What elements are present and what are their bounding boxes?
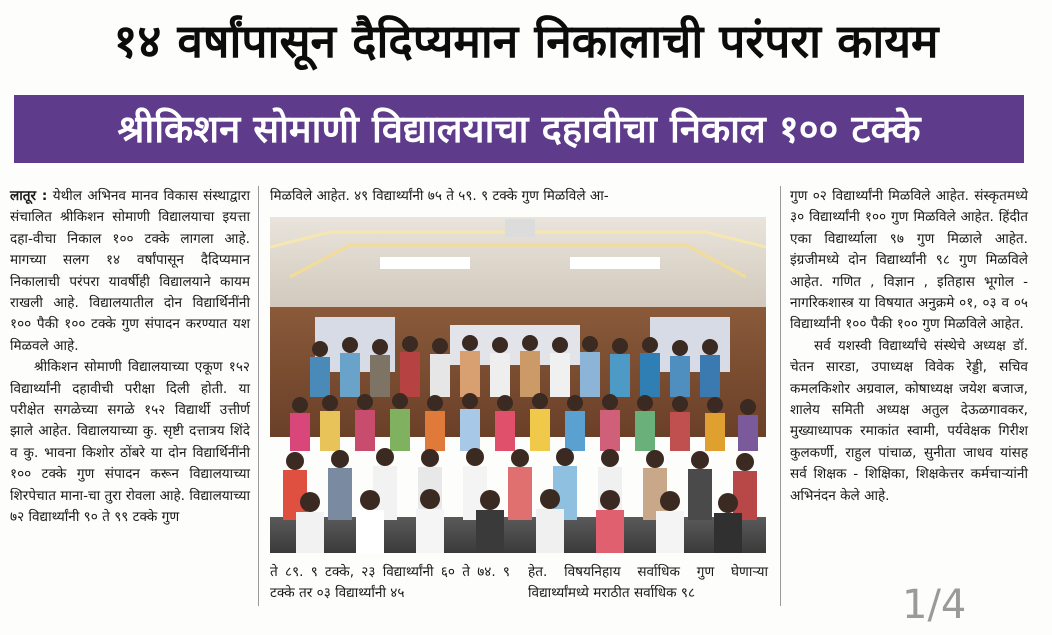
paragraph [10,357,250,528]
sub-headline-banner: श्रीकिशन सोमाणी विद्यालयाचा दहावीचा निकाल १०० टक्के [14,95,1024,163]
paragraph-text: गुण ०२ विद्यार्थ्यांनी मिळविले आहेत. संस्कृतमध्ये ३० विद्यार्थ्यांनी १०० गुण मिळविले आहेत. हिंदीत एका विद्यार्थ्याला ९७ गुण मिळाले आहेत. इंग्रजीमध्ये दोन विद्यार्थ्यांनी ९८ गुण मिळविले आहेत. गणित , विज्ञान , इतिहास भूगोल - नागरिकशास्त्र या विषयात अनुक्रमे ०१, ०३ व ०५ विद्यार्थ्यांनी १०० पैकी १०० गुण मिळविले आहेत. [790,188,1028,333]
page-indicator: 1/4 [902,582,967,628]
dateline: लातूर : [10,188,48,204]
paragraph-text: हेत. विषयनिहाय सर्वाधिक गुण घेणाऱ्या विद्यार्थ्यांमध्ये मराठीत सर्वाधिक ९८ [528,564,768,602]
column-divider [780,186,781,606]
article-column-2-top: मिळविले आहेत. ४९ विद्यार्थ्यांनी ७५ ते ५९. ९ टक्के गुण मिळविले आ- [270,188,609,204]
article-column-1 [10,186,250,529]
headline: १४ वर्षांपासून दैदिप्यमान निकालाची परंपरा कायम [113,14,939,68]
paragraph-text: येथील अभिनव मानव विकास संस्थाद्वारा संचालित श्रीकिशन सोमाणी विद्यालयाचा इयत्ता दहा-वीचा निकाल १०० टक्के लागला आहे. मागच्या सलग १४ वर्षांपासून दैदिप्यमान निकालाची परंपरा यावर्षीही विद्यालयाने कायम राखली आहे. विद्यालयातील दोन विद्यार्थिनींनी १०० पैकी १०० टक्के गुण संपादन करण्यात यश मिळवले आहे. [10,188,250,354]
paragraph-text: सर्व यशस्वी विद्यार्थ्यांचे संस्थेचे अध्यक्ष डॉ. चेतन सारडा, उपाध्यक्ष विवेक रेड्डी, सचिव कमलकिशोर अग्रवाल, कोषाध्यक्ष जयेश बजाज, शालेय समिती अध्यक्ष अतुल देऊळगावकर, मुख्याध्यापक रमाकांत स्वामी, पर्यवेक्षक गिरीश कुलकर्णी, राहुल पांचाळ, सुनीता जाधव यांसह सर्व शिक्षक - शिक्षिका, शिक्षकेत्तर कर्मचाऱ्यांनी अभिनंदन केले आहे. [790,337,1028,504]
paragraph-text: श्रीकिशन सोमाणी विद्यालयाच्या एकूण १५२ विद्यार्थ्यांनी दहावीची परीक्षा दिली होती. या परीक्षेत सगळेच्या सगळे १५२ विद्यार्थी उत्तीर्ण झाले आहेत. विद्यालयाच्या कु. सृष्टी दत्तात्रय शिंदे व कु. भावना किशोर ठोंबरे या दोन विद्यार्थिनींनी १०० टक्के गुण संपादन करून विद्यालयाच्या शिरपेचात माना-चा तुरा रोवला आहे. विद्यालयाच्या ७२ विद्यार्थ्यांनी ९० ते ९९ टक्के गुण [10,359,250,526]
paragraph-text: ते ८९. ९ टक्के, २३ विद्यार्थ्यांनी ६० ते ७४. ९ टक्के तर ०३ विद्यार्थ्यांनी ४५ [270,564,510,602]
article-column-3 [790,186,1028,507]
paragraph [790,336,1028,507]
group-photo [270,217,766,553]
column-divider [258,186,259,606]
paragraph [10,186,250,357]
